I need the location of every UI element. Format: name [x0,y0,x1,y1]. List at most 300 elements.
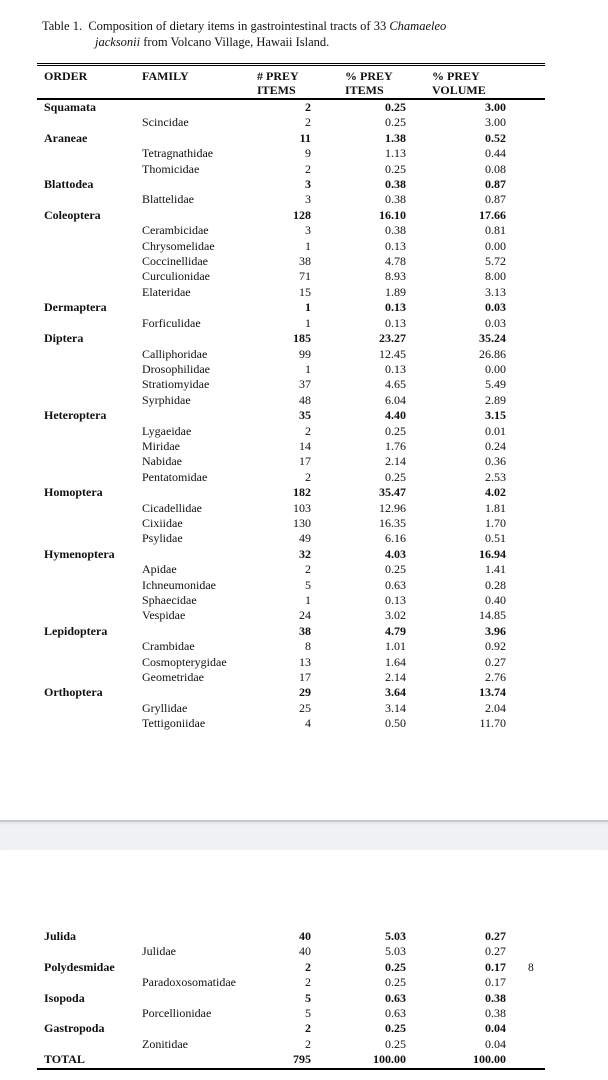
table-row [37,146,545,161]
pct-prey-volume-cell: 0.44 [485,146,506,161]
pct-prey-items-cell: 0.38 [385,192,406,207]
n-prey-items-cell: 49 [299,531,311,546]
pct-prey-volume-cell: 2.04 [485,700,506,715]
family-cell: Tettigoniidae [142,716,206,731]
pct-prey-items-cell: 100.00 [311,1052,406,1068]
family-cell: Cixiidae [142,515,183,530]
table-row [37,269,545,284]
pct-prey-volume-cell: 3.15 [485,408,506,423]
table-row [37,208,545,223]
pct-prey-volume-cell: 0.36 [485,454,506,469]
pct-prey-volume-cell: 100.00 [406,1052,545,1068]
pct-prey-items-cell: 0.50 [385,716,406,731]
family-cell: Curculionidae [142,269,210,284]
family-cell: Julidae [142,944,176,959]
pct-prey-items-cell: 4.78 [385,254,406,269]
caption-species-epithet: jacksonii [95,34,141,49]
pct-prey-volume-cell: 0.52 [485,130,506,145]
pct-prey-volume-cell: 3.00 [485,115,506,130]
pct-prey-volume-cell: 11.70 [479,716,506,731]
n-prey-items-cell: 15 [299,284,311,299]
order-cell [37,1006,142,1021]
pct-prey-volume-cell: 1.41 [485,562,506,577]
pct-prey-items-cell: 0.13 [385,315,406,330]
family-cell: Porcellionidae [142,1006,212,1021]
order-cell [37,115,142,130]
order-cell: Dermaptera [44,300,107,315]
pct-prey-items-cell: 6.16 [385,531,406,546]
order-cell: Julida [44,929,77,943]
pct-prey-items-cell: 0.13 [385,593,406,607]
pct-prey-items-cell: 1.01 [385,639,406,654]
pct-prey-items-cell: 2.14 [385,454,406,469]
pct-prey-items-cell: 1.89 [385,284,406,299]
n-prey-items-cell: 130 [293,515,311,530]
col-header-order: ORDER [37,65,142,100]
n-prey-items-cell: 17 [299,454,311,469]
order-cell [37,347,142,362]
table-row [37,254,545,269]
family-cell: Pentatomidae [142,469,208,484]
order-cell [37,162,142,177]
pct-prey-volume-cell: 0.03 [485,315,506,330]
order-cell: Diptera [44,331,84,346]
pct-prey-items-cell: 16.10 [379,207,406,222]
n-prey-items-cell: 8 [305,639,311,654]
family-cell [142,960,257,975]
table-row [37,177,545,192]
pct-prey-volume-cell: 3.96 [485,623,506,638]
family-cell: Psylidae [142,531,183,546]
family-cell [142,1052,257,1068]
pct-prey-volume-cell: 8.00 [485,269,506,284]
pct-prey-volume-cell: 0.87 [485,192,506,207]
order-cell [37,393,142,408]
family-cell: Calliphoridae [142,346,208,361]
pct-prey-volume-cell: 0.27 [485,929,506,943]
caption-line1 [42,19,446,33]
table-row [37,115,545,130]
order-cell [37,501,142,516]
table-row [37,562,545,577]
pct-prey-items-cell: 6.04 [385,392,406,407]
family-cell: Blattelidae [142,192,194,207]
pct-prey-items-cell: 4.03 [385,546,406,561]
n-prey-items-cell: 103 [293,500,311,515]
family-cell: Cosmopterygidae [142,654,227,669]
order-cell [37,146,142,161]
table-row [37,608,545,623]
order-cell: Orthoptera [44,685,103,700]
table-row [37,655,545,670]
n-prey-items-cell: 40 [299,944,311,959]
table-row [37,516,545,531]
order-cell [37,516,142,531]
order-cell [37,670,142,685]
pct-prey-items-cell: 0.25 [385,1021,406,1036]
n-prey-items-cell: 4 [305,716,311,731]
diet-table-page1 [37,63,545,732]
table-row [37,131,545,146]
table-row [37,593,545,608]
pct-prey-volume-cell: 0.24 [485,438,506,453]
pct-prey-volume-cell: 0.17 [485,959,506,974]
family-cell: Gryllidae [142,700,188,715]
order-cell [37,701,142,716]
n-prey-items-cell: 5 [305,990,311,1005]
diet-table-body-page2 [37,929,545,1069]
family-cell [142,1021,257,1036]
pct-prey-volume-cell: 14.85 [479,608,506,623]
order-cell [37,362,142,377]
n-prey-items-cell: 2 [305,562,311,577]
table-row [37,547,545,562]
pct-prey-items-cell: 0.38 [385,177,406,192]
n-prey-items-cell: 2 [305,975,311,990]
n-prey-items-cell: 2 [305,161,311,176]
table-row [37,1006,545,1021]
order-cell [37,975,142,990]
family-cell: Stratiomyidae [142,377,210,392]
pct-prey-volume-cell: 0.08 [485,161,506,176]
table-row [37,347,545,362]
n-prey-items-cell: 71 [299,269,311,284]
pct-prey-items-cell: 12.96 [379,500,406,515]
table-row [37,639,545,654]
pct-prey-items-cell: 4.40 [385,408,406,423]
diet-table-body-page1 [37,99,545,732]
col-header-n-prey-items: # PREY ITEMS [257,65,311,100]
pct-prey-volume-cell: 1.81 [485,500,506,515]
table-row [37,454,545,469]
order-cell [37,944,142,959]
pct-prey-volume-cell: 0.51 [485,531,506,546]
family-cell [142,624,257,639]
table-row [37,685,545,700]
n-prey-items-cell: 2 [305,100,311,114]
header-row [37,65,545,100]
n-prey-items-cell: 2 [305,469,311,484]
order-cell: Polydesmidae [44,959,115,974]
family-cell: Drosophilidae [142,361,210,376]
n-prey-items-cell: 2 [305,1021,311,1036]
order-cell [37,377,142,392]
family-cell: Coccinellidae [142,254,208,269]
table-row [37,439,545,454]
n-prey-items-cell: 185 [293,331,311,346]
order-cell: TOTAL [37,1052,142,1068]
n-prey-items-cell: 3 [305,223,311,238]
table-row [37,1052,545,1068]
n-prey-items-cell: 9 [305,146,311,161]
table-row [37,192,545,207]
pct-prey-volume-cell: 3.13 [485,284,506,299]
order-cell [37,454,142,469]
pct-prey-items-cell: 16.35 [379,515,406,530]
pct-prey-volume-cell: 0.92 [485,639,506,654]
family-cell: Apidae [142,562,177,577]
order-cell [37,223,142,238]
order-cell: Coleoptera [44,207,101,222]
order-cell [37,608,142,623]
family-cell [142,300,257,315]
caption-text: Table 1. Composition of dietary items in gastrointestinal tracts of 33 [42,19,387,33]
n-prey-items-cell: 32 [299,546,311,561]
family-cell: Crambidae [142,639,195,654]
order-cell: Squamata [44,100,97,114]
pct-prey-volume-cell: 0.81 [485,223,506,238]
order-cell [37,470,142,485]
pct-prey-volume-cell: 13.74 [479,685,506,700]
n-prey-items-cell: 2 [305,1036,311,1051]
pct-prey-items-cell: 0.63 [385,990,406,1005]
order-cell [37,192,142,207]
family-cell: Chrysomelidae [142,238,215,253]
order-cell [37,269,142,284]
table-caption [0,0,532,50]
family-cell: Ichneumonidae [142,577,216,592]
pct-prey-items-cell: 8.93 [385,269,406,284]
n-prey-items-cell: 24 [299,608,311,623]
order-cell [37,239,142,254]
table-row [37,362,545,377]
pct-prey-items-cell: 1.38 [385,130,406,145]
pct-prey-items-cell: 0.63 [385,1006,406,1021]
n-prey-items-cell: 14 [299,438,311,453]
order-cell [37,254,142,269]
table-row [37,424,545,439]
n-prey-items-cell: 795 [257,1052,311,1068]
table-row [37,716,545,731]
family-cell [142,929,257,944]
family-cell: Sphaecidae [142,593,197,607]
pct-prey-items-cell: 3.02 [385,608,406,623]
pct-prey-items-cell: 0.38 [385,223,406,238]
order-cell: Isopoda [44,990,85,1005]
n-prey-items-cell: 3 [305,177,311,192]
table-row [37,960,545,975]
family-cell: Syrphidae [142,392,191,407]
order-cell [37,424,142,439]
table-row [37,670,545,685]
pct-prey-volume-cell: 1.70 [485,515,506,530]
pct-prey-volume-cell: 0.87 [485,177,506,192]
n-prey-items-cell: 1 [305,593,311,607]
pct-prey-items-cell: 1.64 [385,654,406,669]
family-cell: Tetragnathidae [142,146,214,161]
family-cell: Forficulidae [142,315,201,330]
order-cell [37,531,142,546]
n-prey-items-cell: 11 [299,130,311,145]
n-prey-items-cell: 2 [305,423,311,438]
n-prey-items-cell: 1 [305,361,311,376]
pct-prey-volume-cell: 0.01 [485,423,506,438]
pct-prey-items-cell: 4.65 [385,377,406,392]
table-row [37,578,545,593]
pct-prey-volume-cell: 2.89 [485,392,506,407]
n-prey-items-cell: 3 [305,192,311,207]
pct-prey-volume-cell: 0.00 [485,361,506,376]
pct-prey-items-cell: 0.25 [385,975,406,990]
pct-prey-items-cell: 1.13 [385,146,406,161]
family-cell: Thomicidae [142,161,200,176]
family-cell [142,99,257,115]
order-cell: Homoptera [44,485,103,500]
order-cell [37,439,142,454]
pct-prey-volume-cell: 0.00 [485,238,506,253]
pct-prey-items-cell: 3.64 [385,685,406,700]
n-prey-items-cell: 1 [305,238,311,253]
pct-prey-volume-cell: 0.38 [485,1006,506,1021]
order-cell: Araneae [44,130,88,145]
n-prey-items-cell: 38 [299,254,311,269]
family-cell: Elateridae [142,284,191,299]
family-cell: Nabidae [142,454,182,469]
family-cell [142,331,257,346]
n-prey-items-cell: 99 [299,346,311,361]
pct-prey-items-cell: 0.63 [385,577,406,592]
n-prey-items-cell: 35 [299,408,311,423]
table-row [37,624,545,639]
pct-prey-items-cell: 4.79 [385,623,406,638]
pct-prey-volume-cell: 16.94 [479,546,506,561]
table-row [37,991,545,1006]
table-row [37,1037,545,1052]
pct-prey-volume-cell: 26.86 [479,346,506,361]
n-prey-items-cell: 128 [293,207,311,222]
pct-prey-items-cell: 5.03 [385,944,406,959]
table-row [37,701,545,716]
pct-prey-volume-cell: 2.76 [485,670,506,685]
family-cell: Cicadellidae [142,500,202,515]
order-cell: Blattodea [44,177,94,192]
table-row [37,485,545,500]
family-cell [142,408,257,423]
n-prey-items-cell: 13 [299,654,311,669]
order-cell: Gastropoda [44,1021,105,1036]
pct-prey-volume-cell: 0.03 [485,300,506,315]
n-prey-items-cell: 5 [305,577,311,592]
order-cell [37,639,142,654]
pct-prey-items-cell: 23.27 [379,331,406,346]
n-prey-items-cell: 48 [299,392,311,407]
pct-prey-items-cell: 0.25 [385,423,406,438]
table-row [37,300,545,315]
n-prey-items-cell: 25 [299,700,311,715]
table-row [37,1021,545,1036]
family-cell [142,485,257,500]
pct-prey-items-cell: 12.45 [379,346,406,361]
order-cell [37,593,142,608]
family-cell [142,131,257,146]
pct-prey-items-cell: 3.14 [385,700,406,715]
n-prey-items-cell: 2 [305,115,311,130]
caption-text: from Volcano Village, Hawaii Island. [143,34,330,49]
pct-prey-items-cell: 2.14 [385,670,406,685]
order-cell [37,562,142,577]
table-row [37,470,545,485]
pct-prey-volume-cell: 5.72 [485,254,506,269]
table-row [37,408,545,423]
pct-prey-volume-cell: 0.40 [485,593,506,607]
page-number: 8 [528,962,534,974]
family-cell: Cerambicidae [142,223,209,238]
family-cell: Miridae [142,438,180,453]
diet-table-page2 [37,929,545,1070]
pct-prey-volume-cell: 4.02 [485,485,506,500]
pct-prey-volume-cell: 0.27 [485,944,506,959]
table-row [37,162,545,177]
col-header-pct-prey-volume: % PREY VOLUME [406,65,545,100]
n-prey-items-cell: 38 [299,623,311,638]
pct-prey-volume-cell: 0.38 [485,990,506,1005]
pct-prey-volume-cell: 5.49 [485,377,506,392]
pct-prey-items-cell: 0.13 [385,238,406,253]
pct-prey-volume-cell: 35.24 [479,331,506,346]
pct-prey-items-cell: 0.13 [385,300,406,315]
pct-prey-volume-cell: 0.04 [485,1036,506,1051]
family-cell [142,547,257,562]
table-row [37,99,545,115]
order-cell [37,578,142,593]
table-row [37,944,545,959]
family-cell: Geometridae [142,670,204,685]
family-cell: Scincidae [142,115,189,130]
order-cell [37,1037,142,1052]
table-row [37,331,545,346]
col-header-family: FAMILY [142,65,257,100]
order-cell: Heteroptera [44,408,107,423]
table-row [37,239,545,254]
family-cell: Zonitidae [142,1036,188,1051]
n-prey-items-cell: 2 [305,959,311,974]
pct-prey-volume-cell: 0.27 [485,654,506,669]
family-cell: Paradoxosomatidae [142,975,236,990]
n-prey-items-cell: 1 [305,300,311,315]
table-row [37,501,545,516]
table-row [37,223,545,238]
table-row [37,929,545,944]
pct-prey-items-cell: 35.47 [379,485,406,500]
n-prey-items-cell: 5 [305,1006,311,1021]
pct-prey-volume-cell: 0.04 [485,1021,506,1036]
pct-prey-volume-cell: 0.28 [485,577,506,592]
pct-prey-items-cell: 0.13 [385,361,406,376]
pct-prey-items-cell: 1.76 [385,438,406,453]
family-cell: Vespidae [142,608,186,623]
pct-prey-items-cell: 0.25 [385,1036,406,1051]
diet-table-header [37,65,545,100]
caption-line2 [42,35,532,51]
n-prey-items-cell: 17 [299,670,311,685]
table-row [37,316,545,331]
order-cell [37,316,142,331]
family-cell [142,208,257,223]
pct-prey-items-cell: 0.25 [385,161,406,176]
order-cell: Lepidoptera [44,623,108,638]
pdf-page-8 [0,929,608,1080]
table-row [37,393,545,408]
n-prey-items-cell: 37 [299,377,311,392]
order-cell: Hymenoptera [44,546,115,561]
col-header-pct-prey-items: % PREY ITEMS [311,65,406,100]
family-cell [142,991,257,1006]
pct-prey-items-cell: 0.25 [385,562,406,577]
pct-prey-items-cell: 0.25 [385,100,406,114]
caption-species-genus: Chamaeleo [389,19,447,33]
n-prey-items-cell: 29 [299,685,311,700]
pct-prey-volume-cell: 3.00 [485,100,506,114]
